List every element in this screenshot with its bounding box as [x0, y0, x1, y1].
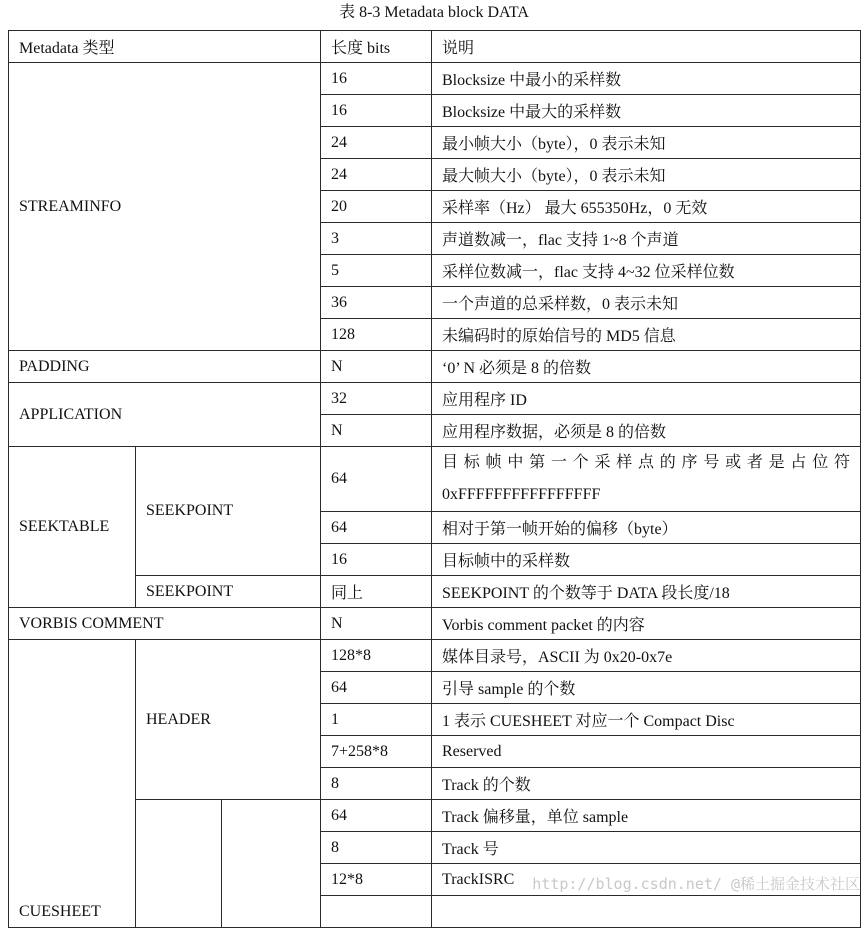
table-row [9, 351, 861, 383]
cell-desc: 目标帧中的采样数 [432, 544, 861, 576]
cell-desc: Blocksize 中最小的采样数 [432, 63, 861, 95]
cell-desc: 最大帧大小（byte），0 表示未知 [432, 159, 861, 191]
cell-bits: 同上 [321, 576, 432, 608]
cell-bits: 128 [321, 319, 432, 351]
cell-desc: 声道数减一，flac 支持 1~8 个声道 [432, 223, 861, 255]
cell-desc: 采样率（Hz） 最大 655350Hz，0 无效 [432, 191, 861, 223]
cell-desc: TrackISRC [432, 864, 861, 896]
cell-desc: 相对于第一帧开始的偏移（byte） [432, 512, 861, 544]
cell-bits: 1 [321, 704, 432, 736]
cell-bits: 16 [321, 95, 432, 127]
cell-bits: 64 [321, 512, 432, 544]
group-streaminfo: STREAMINFO [9, 63, 321, 351]
watermark-text: http://blog.csdn.net/ @稀土掘金技术社区 [532, 875, 860, 893]
cell-desc: Track 的个数 [432, 768, 861, 800]
cell-desc: Blocksize 中最大的采样数 [432, 95, 861, 127]
cell-desc: ‘0’ N 必须是 8 的倍数 [432, 351, 861, 383]
cell-desc: 最小帧大小（byte），0 表示未知 [432, 127, 861, 159]
cell-bits: 8 [321, 768, 432, 800]
group-padding: PADDING [9, 351, 321, 383]
table-row [9, 63, 861, 95]
subgroup-seekpoint: SEEKPOINT [136, 447, 321, 576]
table-caption: 表 8-3 Metadata block DATA [339, 4, 529, 21]
subgroup-track-detail [222, 800, 321, 928]
cell-bits: 24 [321, 159, 432, 191]
cell-desc: 应用程序数据，必须是 8 的倍数 [432, 415, 861, 447]
header-type: Metadata 类型 [9, 31, 321, 63]
cell-bits: 36 [321, 287, 432, 319]
cell-bits: 8 [321, 832, 432, 864]
metadata-table [8, 30, 861, 928]
group-vorbis-comment: VORBIS COMMENT [9, 608, 321, 640]
cell-bits: 16 [321, 63, 432, 95]
cell-bits: 128*8 [321, 640, 432, 672]
cell-bits: 64 [321, 800, 432, 832]
table-row [9, 640, 861, 672]
cell-desc: Reserved [432, 736, 861, 768]
cell-desc [432, 896, 861, 928]
header-desc: 说明 [432, 31, 861, 63]
cell-desc: 引导 sample 的个数 [432, 672, 861, 704]
cell-bits: N [321, 415, 432, 447]
cell-desc: SEEKPOINT 的个数等于 DATA 段长度/18 [432, 576, 861, 608]
cell-desc: 目标帧中第一个采样点的序号或者是占位符 0xFFFFFFFFFFFFFFFF [432, 447, 861, 512]
cell-desc: Vorbis comment packet 的内容 [432, 608, 861, 640]
cell-bits [321, 896, 432, 928]
cell-desc: 采样位数减一，flac 支持 4~32 位采样位数 [432, 255, 861, 287]
cell-bits: 7+258*8 [321, 736, 432, 768]
cell-bits: 3 [321, 223, 432, 255]
cell-bits: 5 [321, 255, 432, 287]
cell-bits: N [321, 351, 432, 383]
table-row [9, 576, 861, 608]
cell-desc: 一个声道的总采样数，0 表示未知 [432, 287, 861, 319]
subgroup-seekpoint-count: SEEKPOINT [136, 576, 321, 608]
cell-bits: 20 [321, 191, 432, 223]
table-header-row [9, 31, 861, 63]
cell-desc: 1 表示 CUESHEET 对应一个 Compact Disc [432, 704, 861, 736]
cell-bits: 64 [321, 672, 432, 704]
cell-bits: N [321, 608, 432, 640]
header-bits: 长度 bits [321, 31, 432, 63]
table-row [9, 608, 861, 640]
cell-desc: 应用程序 ID [432, 383, 861, 415]
group-cuesheet: CUESHEET [9, 640, 136, 928]
cell-bits: 32 [321, 383, 432, 415]
subgroup-track [136, 800, 222, 928]
cell-bits: 64 [321, 447, 432, 512]
cell-desc: Track 号 [432, 832, 861, 864]
cell-bits: 12*8 [321, 864, 432, 896]
table-row [9, 383, 861, 415]
table-row [9, 800, 861, 832]
cell-desc: Track 偏移量，单位 sample [432, 800, 861, 832]
cell-bits: 24 [321, 127, 432, 159]
table-row [9, 447, 861, 512]
cell-desc: 未编码时的原始信号的 MD5 信息 [432, 319, 861, 351]
cell-bits: 16 [321, 544, 432, 576]
cell-desc: 媒体目录号，ASCII 为 0x20-0x7e [432, 640, 861, 672]
subgroup-header: HEADER [136, 640, 321, 800]
group-application: APPLICATION [9, 383, 321, 447]
group-seektable: SEEKTABLE [9, 447, 136, 608]
